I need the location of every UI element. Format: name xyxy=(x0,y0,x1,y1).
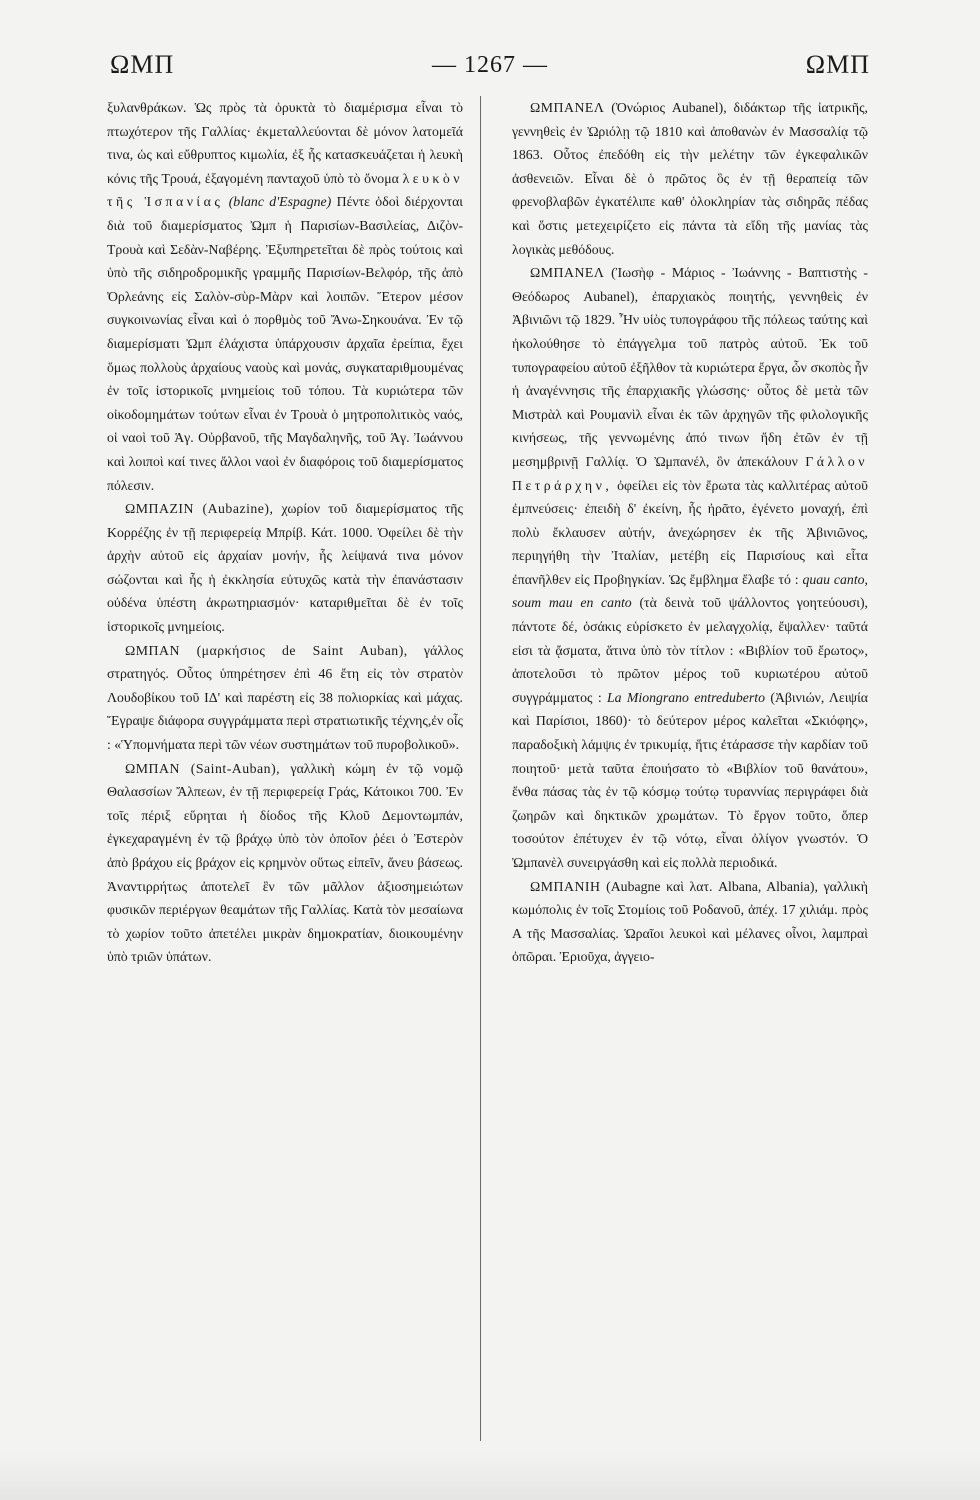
entry-body: διδάκτωρ τῆς ἰατρικῆς, γεννηθεὶς ἐν Ὠριόλῃ τῷ 1810 καὶ ἀποθανὼν ἐν Μασσαλίᾳ τῷ 1863. Οὗτος ἐπεδόθη εἰς τὴν μελέτην τῶν ἐγκεφαλικῶν ἀσθενειῶν. Εἶναι δὲ ὁ πρῶτος ὃς ἐν τῇ θεραπείᾳ τῶν φρενοβλαβῶν ἐγκατέλιπε καθ' ὁλοκληρίαν τὰς σιδηρᾶς πέδας καὶ ὅστις μετεχειρίζετο εἰς πάντα τὰ εἴδη τῆς μανίας τὰς λογικὰς μεθόδους. xyxy=(512,100,868,257)
italic-term: (blanc d'Espagne) xyxy=(228,194,332,210)
entry-saint-auban-marquis xyxy=(107,639,463,757)
column-divider xyxy=(480,96,481,1441)
entry-person: (Ὀνώριος Aubanel), xyxy=(611,100,727,115)
entry-continuation xyxy=(107,96,463,497)
page-header xyxy=(110,40,870,90)
entry-person: (Ἰωσὴφ - Μάριος - Ἰωάννης - Βαπτιστὴς - Θεόδωρος Aubanel), xyxy=(512,265,868,304)
entry-body: χωρίον τοῦ διαμερίσματος τῆς Κορρέζης ἐν τῇ περιφερείᾳ Μπρίβ. Κάτ. 1000. Ὀφείλει δὲ τὴν ἀρχὴν αὐτοῦ εἰς ἀρχαίαν μονήν, ἧς λείψανά τινα μόνον σώζονται καὶ ἧς ἡ ἐκκλησία εὐτυχῶς κατὰ τὴν ἐπανάστασιν οὐδένα ὑπέστη ἀκρωτηριασμόν· καταριθμεῖται δὲ ἐν τοῖς ἱστορικοῖς μνημείοις. xyxy=(107,501,463,635)
running-head-right: ΩΜΠ xyxy=(805,50,870,79)
entry-body: γαλλικὴ κωμόπολις ἐν τοῖς Στομίοις τοῦ Ροδανοῦ, ἀπέχ. 17 χιλιάμ. πρὸς Α τῆς Μασσαλίας. Ὡραῖοι λευκοὶ καὶ μέλανες οἶνοι, λαμπραὶ ὀπῶραι. Ἐριοῦχα, ἀγγειο- xyxy=(512,878,868,965)
entry-headword: ΩΜΠΑΝΕΛ xyxy=(530,265,605,281)
entry-body: γαλλικὴ κώμη ἐν τῷ νομῷ Θαλασσίων Ἄλπεων, ἐν τῇ περιφερείᾳ Γράς, Κάτοικοι 700. Ἐν τοῖς πέριξ εὕρηται ἡ δίοδος τῆς Κλοῦ Δεμοντωμπάν, ἐγκεχαραγμένη ἐν τῷ βράχῳ ὑπὸ τὸν ὁποῖον ῥέει ὁ Ἐστερὸν ἀπὸ βράχου εἰς βράχον εἰς κρημνὸν οὕτως εἰπεῖν, ἄνευ βάσεως. Ἀναντιρρήτως ἀποτελεῖ ἓν τῶν μᾶλλον ἀξιοσημειώτων φυσικῶν περιέργων θεαμάτων τῆς Γαλλίας. Κατὰ τὸν μεσαίωνα τὸ χωρίον τοῦτο ἀπετέλει μικρὰν δημοκρατίαν, διοικουμένην ὑπὸ τριῶν ὑπάτων. xyxy=(107,760,463,965)
entry-aubagne xyxy=(512,875,868,969)
right-column xyxy=(512,96,868,969)
running-head-left: ΩΜΠ xyxy=(110,50,175,79)
entry-headword: ΩΜΠΑΝΕΛ xyxy=(530,100,605,115)
entry-body-d: (Ἀβινιών, Λειψία καὶ Παρίσιοι, 1860)· τὸ δεύτερον μέρος καλεῖται «Σκιόφης», παραδοξικὴ λάμψις ἐν τρικυμίᾳ, ἥτις ἐτάρασσε τὴν καρδίαν τοῦ ποιητοῦ· μετὰ ταῦτα ἐποιήσατο τὸ «Βιβλίον τοῦ θανάτου», ἔνθα πάσας τὰς ἐν τῷ κόσμῳ τούτῳ τυραννίας περιγράφει διὰ ζωηρῶν καὶ δηκτικῶν χρωμάτων. Τὸ ἔργον τοῦτο, ὅπερ τοσούτον ἐπέτυχεν ἐν τῷ νότῳ, εἶναι ὀλίγον γνωστόν. Ὁ Ὠμπανὲλ συνειργάσθη καὶ εἰς πολλὰ περιοδικά. xyxy=(512,689,869,870)
continuation-text: ξυλανθράκων. Ὡς πρὸς τὰ ὀρυκτὰ τὸ διαμέρισμα εἶναι τὸ πτωχότερον τῆς Γαλλίας· ἐκμεταλλεύονται δὲ μόνον λατομεῖά τινα, ὡς καὶ εὔθρυπτος κιμωλία, ἐξ ἧς κατασκευάζεται ἡ λευκὴ κόνις τῆς Τρουά, ἐξαγομένη πανταχοῦ ὑπὸ τὸ ὄνομα xyxy=(107,100,463,186)
entry-body-c: (τὰ δεινὰ τοῦ ψάλλοντος γοητεύουσι), πάντοτε δέ, ὁσάκις εὑρίσκετο ἐν μελαγχολίᾳ, ἔψαλλεν· ταῦτά εἰσι τὰ ᾄσματα, ἅτινα ὑπὸ τὸν τίτλον : «Βιβλίον τοῦ ἔρωτος», ἀποτελοῦσι τὸ πρῶτον μέρος τοῦ κυριωτέρου αὐτοῦ συγγράμματος : xyxy=(512,595,868,705)
entry-aubazine xyxy=(107,497,463,639)
entry-body: ἐπαρχιακὸς ποιητής, γεννηθεὶς ἐν Ἀβινιῶνι τῷ 1829. Ἦν υἱὸς τυπογράφου τῆς πόλεως ταύτης καὶ ἠκολούθησε τὸ ἐπάγγελμα τοῦ πατρὸς αὐτοῦ. Ἐκ τοῦ τυπογραφείου αὐτοῦ ἐξῆλθον τὰ κυριώτερα ἔργα, ὧν σκοπὸς ἦν ἡ ἀναγέννησις τῆς ἐπαρχιακῆς γλώσσης· οὗτος δὲ μετὰ τῶν Μιστρὰλ καὶ Ρουμανὶλ εἶναι ἐκ τῶν ἀρχηγῶν τῆς φιλολογικῆς κινήσεως, τῆς γεννωμένης ἀπό τινων ἤδη ἐτῶν ἐν τῇ μεσημβρινῇ Γαλλίᾳ. Ὁ Ὠμπανέλ, ὃν ἀπεκάλουν xyxy=(512,288,868,469)
entry-headword: ΩΜΠΑΝ (μαρκήσιος de Saint Auban), xyxy=(125,642,408,658)
spaced-term: Γάλλον Πετράρχην, xyxy=(512,453,868,493)
entry-aubanel-theodore xyxy=(512,261,868,874)
entry-headword: ΩΜΠΑΝΙΗ xyxy=(530,878,601,894)
italic-book-title: La Miongrano entreduberto xyxy=(606,689,766,705)
entry-body: γάλλος στρατηγός. Οὗτος ὑπηρέτησεν ἐπὶ 46 ἔτη εἰς τὸν στρατὸν Λουδοβίκου τοῦ ΙΔ' καὶ παρέστη εἰς 38 πολιορκίας καὶ μάχας. Ἔγραψε διάφορα συγγράμματα περὶ στρατιωτικῆς τέχνης,ἐν οἷς : «Ὑπομνήματα περὶ τῶν νέων συστημάτων τοῦ πυροβολικοῦ». xyxy=(107,642,463,753)
left-column xyxy=(107,96,463,969)
entry-body-b: ὀφείλει εἰς τὸν ἔρωτα τὰς καλλιτέρας αὐτοῦ ἐμπνεύσεις· ἐπειδὴ δ' ἐκείνη, ἧς ἠρᾶτο, ἐγένετο μοναχή, ἐπὶ πολὺ ἔκλαυσεν αὐτήν, ἀνεχώρησεν ἐκ τῆς Ἀβινιῶνος, περιηγήθη τὴν Ἰταλίαν, μετέβη εἰς Παρισίους καὶ εἶτα ἐπανῆλθεν εἰς Προβηγκίαν. Ὡς ἔμβλημα ἔλαβε τό : xyxy=(512,477,868,587)
entry-saint-auban-village xyxy=(107,757,463,969)
entry-person: (Aubagne καὶ λατ. Albana, Albania), xyxy=(606,878,818,894)
entry-headword: ΩΜΠΑΖΙΝ (Aubazine), xyxy=(125,501,274,517)
continuation-text-rest: Πέντε ὁδοὶ διέρχονται διὰ τοῦ διαμερίσματος Ὠμπ ἡ Παρισίων-Βασιλείας, Διζὸν-Τρουὰ καὶ Σεδὰν-Ναβέρης. Ἐξυπηρετεῖται δὲ πρὸς τούτοις καὶ ὑπὸ τῆς σιδηροδρομικῆς γραμμῆς Παρισίων-Βελφόρ, τῆς ἀπὸ Ὀρλεάνης εἰς Σαλὸν-σὺρ-Μὰρν καὶ λοιπῶν. Ἕτερον μέσον συγκοινωνίας εἶναι καὶ ὁ πορθμὸς τοῦ Ἄνω-Σηκουάνα. Ἐν τῷ διαμερίσματι Ὠμπ ἐλάχιστα ὑπάρχουσιν ἀρχαῖα ἐρείπια, ἔχει ὅμως πολλοὺς ἀρχαίους ναοὺς καὶ μονάς, συγκαταριθμουμένας ἐν τοῖς ἱστορικοῖς μνημείοις τοῦ τόπου. Τὰ κυριώτερα τῶν οἰκοδομημάτων τούτων εἶναι ἐν Τρουὰ ὁ μητροπολιτικὸς ναός, οἱ ναοὶ τοῦ Ἁγ. Οὐρβανοῦ, τῆς Μαγδαληνῆς, τοῦ Ἁγ. Ἰωάννου καὶ λοιποὶ καί τινες ἄλλοι ναοὶ ἐν διαφόροις τοῦ διαμερίσματος πόλεσιν. xyxy=(107,194,464,493)
italic-motto: quau canto, soum mau en canto xyxy=(512,571,868,611)
spaced-term: λευκὸν τῆς Ἱσπανίας xyxy=(107,170,463,210)
page-number: — 1267 — xyxy=(432,51,548,78)
entry-aubanel-honore xyxy=(512,96,868,261)
page-bottom-edge xyxy=(0,1450,980,1500)
entry-headword: ΩΜΠΑΝ (Saint-Auban), xyxy=(125,760,281,776)
